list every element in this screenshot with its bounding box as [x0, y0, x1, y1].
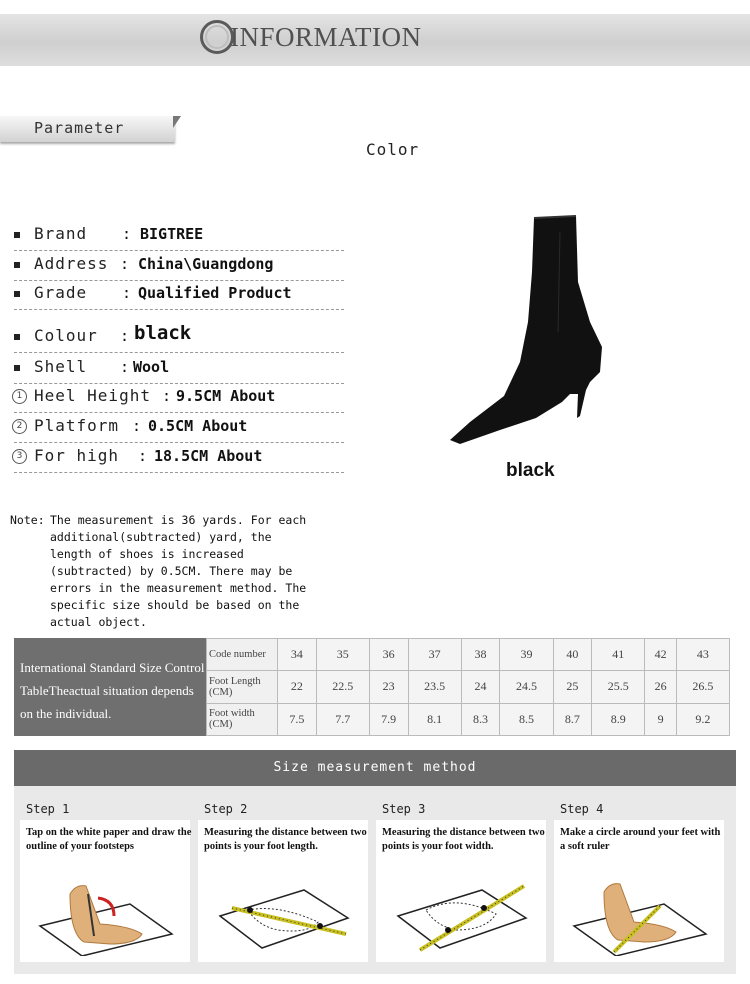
table-cell: 36: [369, 639, 408, 671]
step-title: Step 1: [26, 802, 70, 816]
table-cell: 42: [645, 639, 676, 671]
table-cell: 9.2: [676, 703, 729, 735]
spec-row-grade: Grade : Qualified Product: [14, 281, 344, 310]
spec-value: 18.5CM About: [154, 447, 263, 465]
spec-label: Heel Height: [34, 386, 151, 405]
color-heading: Color: [366, 140, 420, 159]
bullet-icon: [14, 262, 20, 268]
foot-outline-icon: [30, 864, 180, 956]
bullet-icon: [14, 365, 20, 371]
circled-number-icon: 1: [12, 389, 27, 404]
table-cell: 7.9: [369, 703, 408, 735]
table-cell: 8.9: [592, 703, 645, 735]
step-desc: Measuring the distance between two points is your foot length.: [204, 827, 367, 852]
parameter-tab-label: Parameter: [34, 119, 125, 137]
table-cell: 7.7: [316, 703, 369, 735]
spec-label: Address: [34, 254, 109, 273]
product-caption: black: [506, 460, 555, 481]
step-title: Step 2: [204, 802, 248, 816]
table-cell: 43: [676, 639, 729, 671]
step-title: Step 3: [382, 802, 426, 816]
table-cell: 24: [461, 671, 500, 703]
circled-number-icon: 3: [12, 449, 27, 464]
row-header: Foot width (CM): [207, 703, 278, 735]
circled-number-icon: 2: [12, 419, 27, 434]
size-grid: [206, 638, 730, 736]
spec-row-for-high: 3 For high : 18.5CM About: [14, 444, 344, 473]
table-cell: 8.3: [461, 703, 500, 735]
table-cell: 37: [408, 639, 461, 671]
step-card: [20, 820, 190, 962]
table-cell: 41: [592, 639, 645, 671]
size-measurement-section: [14, 750, 736, 974]
table-cell: 25.5: [592, 671, 645, 703]
spec-row-shell: Shell : Wool: [14, 355, 344, 384]
table-cell: 8.1: [408, 703, 461, 735]
information-banner: [0, 14, 750, 66]
foot-length-ruler-icon: [208, 864, 358, 956]
table-cell: 34: [278, 639, 317, 671]
step-card: [198, 820, 368, 962]
table-cell: 26.5: [676, 671, 729, 703]
table-cell: 26: [645, 671, 676, 703]
row-header: Foot Length (CM): [207, 671, 278, 703]
foot-width-ruler-icon: [386, 864, 536, 956]
spec-row-brand: Brand : BIGTREE: [14, 222, 344, 251]
method-title: Size measurement method: [14, 750, 736, 786]
table-cell: 8.7: [553, 703, 592, 735]
table-cell: 23.5: [408, 671, 461, 703]
spec-label: Colour: [34, 326, 98, 345]
spec-label: Grade: [34, 283, 88, 302]
step-card: [554, 820, 724, 962]
table-cell: 8.5: [500, 703, 553, 735]
bullet-icon: [14, 291, 20, 297]
spec-label: Shell: [34, 357, 88, 376]
parameter-tab: [0, 116, 175, 142]
spec-value: 9.5CM About: [176, 387, 276, 405]
table-cell: 23: [369, 671, 408, 703]
spec-value: BIGTREE: [140, 225, 204, 243]
table-row: [207, 639, 730, 671]
table-row: [207, 703, 730, 735]
table-cell: 40: [553, 639, 592, 671]
step-card: [376, 820, 546, 962]
spec-value: 0.5CM About: [148, 417, 248, 435]
step-4: [554, 802, 724, 852]
table-row: [207, 671, 730, 703]
table-cell: 38: [461, 639, 500, 671]
spec-value: China\Guangdong: [138, 255, 274, 273]
row-header: Code number: [207, 639, 278, 671]
spec-row-colour: Colour : black: [14, 324, 344, 353]
table-cell: 22.5: [316, 671, 369, 703]
table-cell: 9: [645, 703, 676, 735]
ring-icon: [200, 20, 234, 54]
note-label: Note:: [10, 513, 45, 527]
spec-value: black: [134, 322, 192, 344]
note-text: The measurement is 36 yards. For each additional(subtracted) yard, the length of shoes is increased (subtracted) by 0.5CM. There may be errors in the measurement method. The specific size should be based on the actual object.: [50, 513, 307, 629]
step-title: Step 4: [560, 802, 604, 816]
spec-label: Platform: [34, 416, 120, 435]
banner-logo: [200, 20, 422, 54]
banner-title: INFORMATION: [230, 21, 422, 52]
step-2: [198, 802, 368, 852]
table-cell: 22: [278, 671, 317, 703]
foot-circumference-icon: [564, 864, 714, 956]
table-cell: 24.5: [500, 671, 553, 703]
table-cell: 35: [316, 639, 369, 671]
bullet-icon: [14, 334, 20, 340]
step-1: [20, 802, 192, 852]
step-desc: Tap on the white paper and draw the outline of your footsteps: [26, 827, 192, 852]
spec-row-address: Address : China\Guangdong: [14, 252, 344, 281]
table-cell: 7.5: [278, 703, 317, 735]
spec-label: For high: [34, 446, 120, 465]
spec-value: Wool: [133, 358, 170, 376]
black-boot-image: [440, 212, 620, 452]
bullet-icon: [14, 232, 20, 238]
size-table-caption: International Standard Size Control TableTheactual situation depends on the individual.: [14, 638, 206, 736]
spec-row-heel-height: 1 Heel Height : 9.5CM About: [14, 384, 344, 413]
spec-row-platform: 2 Platform : 0.5CM About: [14, 414, 344, 443]
spec-label: Brand: [34, 224, 88, 243]
table-cell: 39: [500, 639, 553, 671]
spec-value: Qualified Product: [138, 284, 292, 302]
step-3: [376, 802, 546, 852]
step-desc: Measuring the distance between two points is your foot width.: [382, 827, 545, 852]
size-table: [14, 638, 730, 736]
table-cell: 25: [553, 671, 592, 703]
step-desc: Make a circle around your feet with a soft ruler: [560, 827, 721, 852]
